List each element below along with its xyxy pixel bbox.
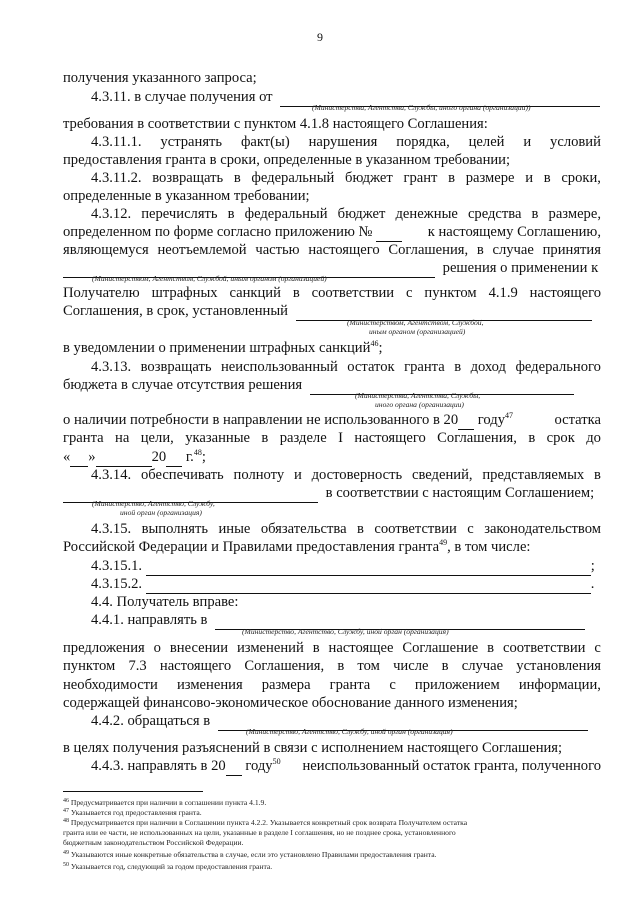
word: информации, — [518, 677, 601, 693]
word: бюджет — [337, 206, 386, 222]
footnote — [63, 828, 615, 838]
text-segment: требования в соответствии с пунктом 4.1.8 настоящего Соглашения: — [63, 116, 488, 132]
word: гранта — [63, 430, 104, 446]
footnote — [63, 850, 615, 860]
word: срок — [546, 430, 575, 446]
word: предложения — [63, 640, 145, 656]
text-line — [63, 302, 601, 321]
word: законодательством — [484, 521, 601, 537]
word: в — [292, 285, 300, 301]
text-line — [91, 757, 601, 776]
text-segment: . — [590, 576, 595, 592]
text-segment: определенном по форме согласно приложению № — [63, 224, 373, 240]
footnote-separator — [63, 791, 203, 792]
word: настоящее — [328, 640, 394, 656]
text-segment: содержащей финансово-экономическое обоснование данного изменения; — [63, 695, 518, 711]
word: случае — [461, 658, 504, 674]
word: в — [357, 521, 364, 537]
word: неиспользованный — [220, 359, 338, 375]
text-segment: 4.4.3. направлять в 20 — [91, 758, 226, 774]
word: федеральный — [251, 170, 335, 186]
text-segment: году — [477, 412, 506, 428]
word: в — [531, 206, 539, 222]
text-segment: , в том числе: — [447, 539, 531, 555]
text-line — [63, 223, 601, 242]
text-segment: « — [63, 449, 71, 465]
word: в — [487, 640, 495, 656]
footnote-text: Предусматривается при наличии в Соглашении пункта 4.2.2. Указывается конкретный срок возврата Получателем остатка — [70, 818, 468, 827]
text-segment: » — [88, 449, 96, 465]
word: федеральный — [244, 206, 328, 222]
word: возвращать — [152, 170, 224, 186]
text-segment: в целях получения разъяснений в связи с исполнением настоящего Соглашения; — [63, 740, 563, 756]
text-line — [63, 448, 601, 467]
text-line — [63, 657, 601, 675]
text-segment: в соответствии с настоящим Соглашением; — [325, 485, 595, 501]
word: размере — [465, 170, 515, 186]
word: средства — [467, 206, 522, 222]
word: денежные — [395, 206, 458, 222]
text-line — [63, 284, 601, 302]
footnote-text: Указывается год предоставления гранта. — [70, 808, 202, 817]
word: возвращать — [140, 359, 212, 375]
text-segment: неиспользованный остаток гранта, полученного — [302, 758, 601, 774]
footnote-number: 48 — [63, 818, 69, 824]
blank-field — [96, 448, 152, 467]
word: устранять — [160, 134, 223, 150]
word: федерального — [515, 359, 601, 375]
text-segment: ; — [201, 449, 206, 465]
word: настоящего — [159, 658, 232, 674]
text-segment: 4.3.11. в случае получения от — [91, 89, 273, 105]
word: и — [523, 134, 532, 150]
footnote-number: 49 — [63, 850, 69, 856]
footnote-number: 47 — [63, 808, 69, 814]
word: частью — [255, 242, 300, 258]
word: Соглашения, — [388, 242, 469, 258]
footnote — [63, 838, 615, 848]
word: целей — [468, 134, 505, 150]
field-caption: (Министерства, Агентства, Службы, — [355, 391, 481, 400]
blank-field — [226, 757, 242, 776]
word: в — [594, 467, 601, 483]
footnote-ref: 47 — [505, 411, 514, 420]
text-segment: определенные в указанном требовании; — [63, 188, 310, 204]
word: и — [525, 170, 534, 186]
footnote — [63, 798, 615, 808]
text-segment: решения о применении к — [442, 260, 599, 276]
text-line — [63, 538, 601, 556]
field-caption: иного органа (организации) — [375, 400, 464, 409]
word: полноту — [233, 467, 285, 483]
text-segment: бюджета в случае отсутствия решения — [63, 377, 303, 393]
word: пунктом — [424, 285, 477, 301]
word: неотъемлемой — [157, 242, 247, 258]
text-line — [63, 69, 601, 87]
text-segment: предоставления гранта в сроки, определенные в указанном требовании; — [63, 152, 511, 168]
text-segment: остатка — [554, 412, 601, 428]
word: в — [543, 170, 551, 186]
text-segment: к настоящему Соглашению, — [427, 224, 601, 240]
text-line — [63, 115, 601, 133]
text-line — [91, 557, 601, 576]
word: I — [338, 430, 343, 446]
text-line — [91, 466, 601, 484]
footnote-number: 46 — [63, 798, 69, 804]
word: в — [233, 170, 241, 186]
word: приложением — [414, 677, 500, 693]
text-line — [63, 676, 601, 694]
word: установления — [516, 658, 601, 674]
field-caption: (Министерства, Агентства, Службы, иного органа (организации)) — [312, 103, 531, 112]
word: иные — [218, 521, 251, 537]
text-segment — [63, 223, 402, 242]
field-caption: иной орган (организация) — [120, 508, 202, 517]
footnote-number: 50 — [63, 862, 69, 868]
text-line — [91, 520, 601, 538]
word: бюджет — [345, 170, 393, 186]
word: с — [467, 521, 474, 537]
word: 4.3.11.1. — [91, 134, 142, 150]
blank-field — [376, 223, 402, 242]
text-segment: 20 — [151, 449, 167, 465]
text-segment: Соглашения, в срок, установленный — [63, 303, 288, 319]
text-line: в уведомлении о применении штрафных санкций$^{46}$; — [63, 339, 383, 356]
footnote-text: Указываются иные конкретные обязательства в случае, если это установлено Правилами предоставления гранта. — [70, 850, 437, 859]
text-line — [91, 358, 601, 376]
field-caption: (Министерство, Агентство, Службу, — [92, 499, 215, 508]
field-caption: иным органом (организацией) — [369, 327, 466, 336]
word: Соглашение — [402, 640, 479, 656]
word: Соглашения, — [437, 430, 517, 446]
word: 4.3.12. — [91, 206, 132, 222]
footnote-text: гранта или ее части, не использованных на цели, указанные в разделе I соглашения, но не позднее срока, установленного — [63, 828, 456, 837]
text-line — [91, 205, 601, 223]
word: настоящего — [529, 285, 601, 301]
text-segment: 4.4.1. направлять в — [91, 612, 208, 628]
word: в — [337, 658, 345, 674]
word: настоящего — [308, 242, 380, 258]
word: условий — [550, 134, 601, 150]
word: на — [115, 430, 130, 446]
text-segment: г. — [185, 449, 194, 465]
word: остаток — [347, 359, 395, 375]
word: размера — [261, 677, 311, 693]
footnote — [63, 818, 615, 828]
footnote — [63, 808, 615, 818]
word: соответствии — [311, 285, 395, 301]
word: достоверность — [311, 467, 403, 483]
text-segment: 4.3.15.1. — [91, 558, 143, 574]
word: обеспечивать — [140, 467, 224, 483]
word: с — [594, 640, 601, 656]
text-line — [63, 241, 601, 259]
word: 4.3.14. — [91, 467, 132, 483]
word: 4.3.15. — [91, 521, 132, 537]
word: том — [357, 658, 380, 674]
blank-field — [146, 557, 591, 576]
text-segment: году — [245, 758, 273, 774]
field-caption: (Министерством, Агентством, Службой, иным органом (организацией) — [92, 274, 327, 283]
word: штрафных — [151, 285, 218, 301]
word: грант — [403, 170, 438, 186]
word: в — [528, 430, 536, 446]
word: в — [441, 658, 449, 674]
text-segment: 4.4.2. обращаться в — [91, 713, 211, 729]
footnote-ref: 46 — [370, 339, 379, 348]
word: доход — [470, 359, 506, 375]
word: с — [389, 677, 396, 693]
word: пунктом — [63, 658, 116, 674]
text-segment: получения указанного запроса; — [63, 70, 257, 86]
word: Получателю — [63, 285, 140, 301]
blank-field — [146, 575, 591, 594]
word: нарушения — [308, 134, 378, 150]
word: о — [153, 640, 161, 656]
footnote-ref: 50 — [272, 757, 281, 766]
word: необходимости — [63, 677, 158, 693]
blank-field — [458, 411, 474, 430]
word: 4.1.9 — [488, 285, 518, 301]
word: в — [454, 359, 462, 375]
text-line — [63, 739, 601, 757]
footnote-ref: 48 — [193, 448, 202, 457]
text-line — [91, 169, 601, 187]
word: Соглашения, — [244, 658, 325, 674]
word: в — [312, 640, 320, 656]
word: порядка, — [396, 134, 450, 150]
word: размере, — [548, 206, 601, 222]
blank-field — [166, 448, 182, 467]
text-line — [91, 593, 629, 611]
text-line — [63, 429, 601, 447]
text-segment: в уведомлении о применении штрафных санкций — [63, 340, 371, 356]
word: в — [476, 242, 484, 258]
word: цели, — [140, 430, 174, 446]
word: 7.3 — [128, 658, 147, 674]
text-line — [63, 411, 601, 430]
word: гранта — [329, 677, 371, 693]
word: перечислять — [141, 206, 218, 222]
footnote-text: бюджетным законодательством Российской Федерации. — [63, 838, 244, 847]
word: настоящего — [354, 430, 426, 446]
text-line — [63, 694, 601, 712]
word: внесении — [169, 640, 229, 656]
word: указанные — [185, 430, 250, 446]
word: являющемуся — [63, 242, 149, 258]
word: обязательства — [260, 521, 347, 537]
page-number: 9 — [317, 30, 323, 44]
word: изменений — [236, 640, 304, 656]
word: изменения — [176, 677, 243, 693]
word: соответствии — [503, 640, 586, 656]
text-segment: 4.3.15.2. — [91, 576, 143, 592]
word: сведений, — [411, 467, 473, 483]
word: в — [261, 430, 269, 446]
text-line — [91, 133, 601, 151]
footnote — [63, 862, 615, 872]
footnote-text: Предусматривается при наличии в соглашении пункта 4.1.9. — [70, 798, 267, 807]
word: случае — [492, 242, 534, 258]
field-caption: (Министерством, Агентством, Службой, — [347, 318, 484, 327]
word: в — [448, 170, 456, 186]
footnote-ref: 49 — [439, 538, 448, 547]
word: соответствии — [374, 521, 457, 537]
text-line — [63, 187, 601, 205]
text-segment: о наличии потребности в направлении не использованного в 20 — [63, 412, 459, 428]
word: сроки, — [561, 170, 601, 186]
field-caption: (Министерство, Агентство, Службу, иной орган (организация) — [242, 627, 449, 636]
text-line — [63, 376, 601, 395]
word: принятия — [542, 242, 601, 258]
word: санкций — [229, 285, 281, 301]
word: до — [586, 430, 601, 446]
word: факт(ы) — [240, 134, 290, 150]
word: в — [227, 206, 235, 222]
word: числе — [393, 658, 429, 674]
text-segment — [63, 411, 513, 430]
text-segment — [91, 757, 281, 776]
footnote-text: Указывается год, следующий за годом предоставления гранта. — [70, 862, 273, 871]
word: и — [293, 467, 302, 483]
text-segment: 4.4. Получатель вправе: — [91, 594, 239, 610]
word: 4.3.11.2. — [91, 170, 142, 186]
text-segment: Российской Федерации и Правилами предоставления гранта — [63, 539, 440, 555]
blank-field — [70, 448, 88, 467]
word: представляемых — [482, 467, 585, 483]
word: гранта — [404, 359, 445, 375]
text-segment: ; — [590, 558, 595, 574]
word: выполнять — [141, 521, 209, 537]
text-line — [91, 575, 601, 594]
text-line — [63, 639, 601, 657]
field-caption: (Министерство, Агентство, Службу, иной орган (организация) — [246, 727, 453, 736]
text-line — [63, 151, 601, 169]
word: с — [406, 285, 413, 301]
word: разделе — [279, 430, 327, 446]
word: 4.3.13. — [91, 359, 132, 375]
